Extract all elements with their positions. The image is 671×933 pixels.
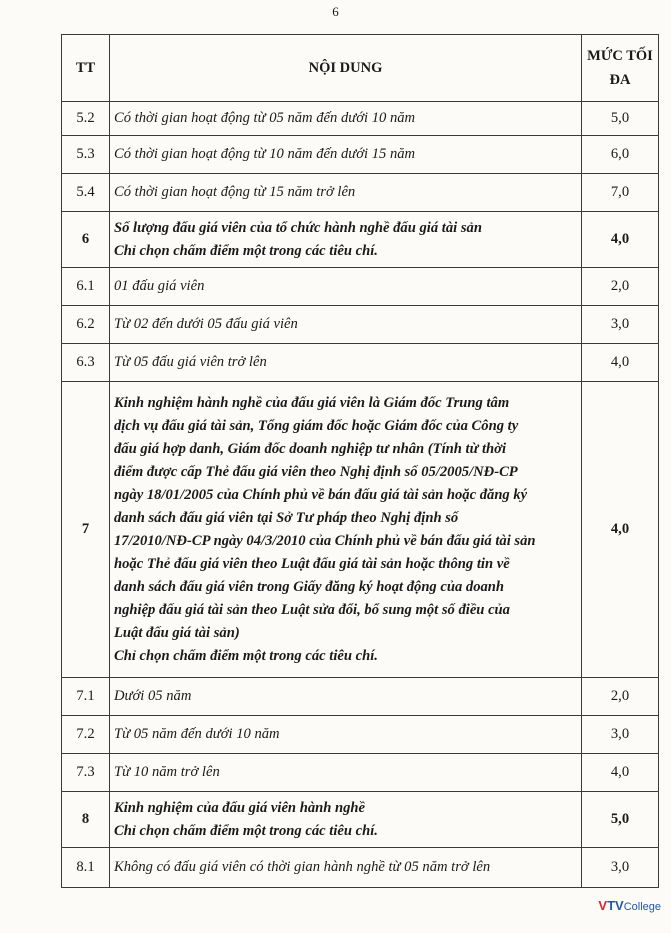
- vtv-college-logo: [598, 900, 661, 913]
- content-line: Từ 05 năm đến dưới 10 năm: [114, 726, 280, 742]
- content-line: Số lượng đấu giá viên của tổ chức hành nghề đấu giá tài sản: [114, 219, 482, 236]
- cell-tt: 5.4: [62, 174, 110, 212]
- content-line: Không có đấu giá viên có thời gian hành nghề từ 05 năm trở lên: [114, 859, 491, 875]
- content-line: hoặc Thẻ đấu giá viên theo Luật đấu giá tài sản hoặc thông tin về: [114, 555, 510, 572]
- content-line: Kinh nghiệm của đấu giá viên hành nghề: [114, 799, 366, 816]
- content-line: 17/2010/NĐ-CP ngày 04/3/2010 của Chính phủ về bán đấu giá tài sản: [114, 532, 536, 549]
- cell-content: [110, 754, 582, 792]
- cell-tt: 7.1: [62, 678, 110, 716]
- content-line: Có thời gian hoạt động từ 15 năm trở lên: [114, 184, 356, 200]
- cell-max-score: 3,0: [582, 716, 659, 754]
- page-number: 6: [332, 4, 339, 19]
- logo-tv: TV: [607, 898, 624, 913]
- content-line: Có thời gian hoạt động từ 05 năm đến dưới 10 năm: [114, 110, 416, 126]
- content-line: danh sách đấu giá viên trong Giấy đăng ký hoạt động của doanh: [114, 578, 505, 595]
- table-row: [62, 382, 659, 678]
- cell-content: [110, 268, 582, 306]
- cell-tt: 7.3: [62, 754, 110, 792]
- content-line: Chỉ chọn chấm điểm một trong các tiêu chí.: [114, 242, 378, 259]
- logo-v: V: [598, 898, 608, 913]
- cell-tt: 7: [62, 382, 110, 678]
- cell-content: [110, 174, 582, 212]
- cell-tt: 5.2: [62, 102, 110, 136]
- cell-max-score: 7,0: [582, 174, 659, 212]
- content-line: danh sách đấu giá viên tại Sở Tư pháp theo Nghị định số: [114, 509, 459, 526]
- cell-content: [110, 382, 582, 678]
- content-line: Từ 02 đến dưới 05 đấu giá viên: [114, 316, 298, 332]
- content-line: Dưới 05 năm: [114, 688, 192, 704]
- cell-content: [110, 212, 582, 268]
- header-tt: TT: [62, 35, 110, 102]
- logo-college: College: [623, 901, 661, 913]
- cell-content: [110, 792, 582, 848]
- content-line: Kinh nghiệm hành nghề của đấu giá viên là Giám đốc Trung tâm: [114, 394, 510, 411]
- table-row: [62, 306, 659, 344]
- content-line: Chỉ chọn chấm điểm một trong các tiêu chí.: [114, 647, 378, 664]
- header-max-score: [582, 35, 659, 102]
- scoring-table: [61, 34, 659, 888]
- table-row: [62, 848, 659, 888]
- content-line: dịch vụ đấu giá tài sản, Tổng giám đốc hoặc Giám đốc của Công ty: [114, 417, 519, 434]
- content-line: Từ 05 đấu giá viên trở lên: [114, 354, 267, 370]
- table-row: [62, 212, 659, 268]
- table-row: [62, 754, 659, 792]
- content-line: Có thời gian hoạt động từ 10 năm đến dưới 15 năm: [114, 146, 416, 162]
- table-row: [62, 136, 659, 174]
- content-line: điểm được cấp Thẻ đấu giá viên theo Nghị định số 05/2005/NĐ-CP: [114, 463, 518, 480]
- content-line: Từ 10 năm trở lên: [114, 764, 220, 780]
- cell-content: [110, 306, 582, 344]
- header-max-score-line2: ĐA: [609, 72, 631, 88]
- content-line: Luật đấu giá tài sản): [114, 624, 240, 641]
- content-line: 01 đấu giá viên: [114, 278, 205, 294]
- cell-max-score: 2,0: [582, 678, 659, 716]
- cell-tt: 6.2: [62, 306, 110, 344]
- cell-content: [110, 344, 582, 382]
- table-body: [62, 102, 659, 888]
- content-line: Chỉ chọn chấm điểm một trong các tiêu chí.: [114, 822, 378, 839]
- cell-content: [110, 102, 582, 136]
- cell-tt: 8: [62, 792, 110, 848]
- cell-tt: 7.2: [62, 716, 110, 754]
- cell-max-score: 3,0: [582, 306, 659, 344]
- cell-max-score: 6,0: [582, 136, 659, 174]
- cell-tt: 6.3: [62, 344, 110, 382]
- table-row: [62, 102, 659, 136]
- cell-content: [110, 716, 582, 754]
- cell-content: [110, 848, 582, 888]
- table-row: [62, 268, 659, 306]
- table-row: [62, 716, 659, 754]
- cell-max-score: 3,0: [582, 848, 659, 888]
- cell-max-score: 2,0: [582, 268, 659, 306]
- content-line: ngày 18/01/2005 của Chính phủ về bán đấu giá tài sản hoặc đăng ký: [114, 486, 528, 503]
- cell-tt: 6: [62, 212, 110, 268]
- table-header-row: [62, 35, 659, 102]
- cell-content: [110, 136, 582, 174]
- cell-max-score: 5,0: [582, 792, 659, 848]
- cell-content: [110, 678, 582, 716]
- cell-tt: 6.1: [62, 268, 110, 306]
- cell-max-score: 4,0: [582, 344, 659, 382]
- table-row: [62, 344, 659, 382]
- table-row: [62, 174, 659, 212]
- cell-max-score: 4,0: [582, 212, 659, 268]
- header-max-score-line1: MỨC TỐI: [587, 48, 653, 64]
- table-row: [62, 678, 659, 716]
- cell-tt: 8.1: [62, 848, 110, 888]
- table-row: [62, 792, 659, 848]
- cell-tt: 5.3: [62, 136, 110, 174]
- content-line: nghiệp đấu giá tài sản theo Luật sửa đổi, bổ sung một số điều của: [114, 601, 510, 618]
- cell-max-score: 4,0: [582, 382, 659, 678]
- cell-max-score: 5,0: [582, 102, 659, 136]
- cell-max-score: 4,0: [582, 754, 659, 792]
- content-line: đấu giá hợp danh, Giám đốc doanh nghiệp tư nhân (Tính từ thời: [114, 440, 507, 457]
- header-content: NỘI DUNG: [110, 35, 582, 102]
